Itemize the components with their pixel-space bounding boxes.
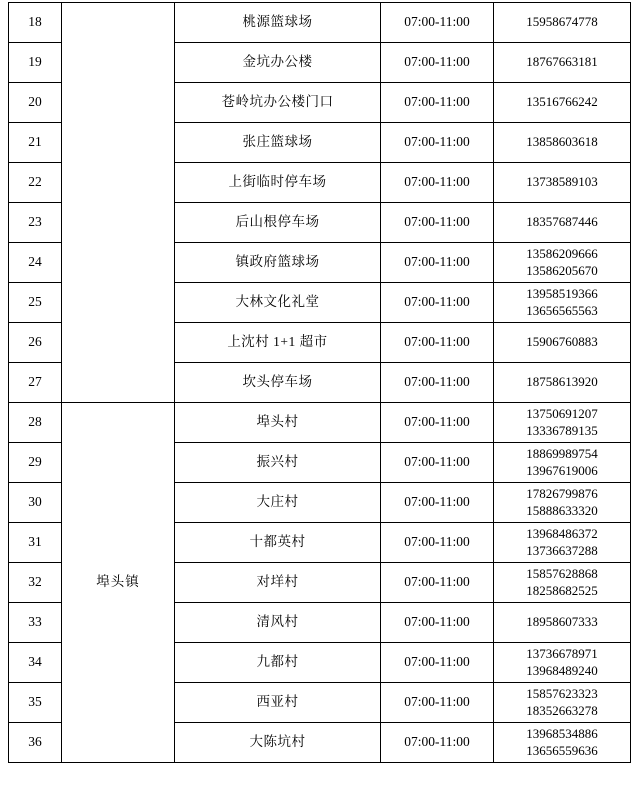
time-range: 07:00-11:00 [381, 243, 494, 283]
row-index: 32 [9, 563, 62, 603]
place-name: 大庄村 [175, 483, 381, 523]
row-index: 34 [9, 643, 62, 683]
row-index: 26 [9, 323, 62, 363]
phone-number: 13656565563 [526, 302, 598, 318]
phone-number: 15857628868 [526, 565, 598, 581]
place-name: 清风村 [175, 603, 381, 643]
phone-number: 15958674778 [526, 14, 598, 30]
phone-number: 13858603618 [526, 134, 598, 150]
row-index: 27 [9, 363, 62, 403]
time-range: 07:00-11:00 [381, 43, 494, 83]
phone-cell [494, 443, 631, 483]
phone-cell [494, 603, 631, 643]
place-name: 对垟村 [175, 563, 381, 603]
phone-number: 18758613920 [526, 374, 598, 390]
schedule-table [8, 2, 631, 763]
phone-number: 18869989754 [526, 445, 598, 461]
row-index: 23 [9, 203, 62, 243]
time-range: 07:00-11:00 [381, 723, 494, 763]
time-range: 07:00-11:00 [381, 283, 494, 323]
time-range: 07:00-11:00 [381, 83, 494, 123]
time-range: 07:00-11:00 [381, 323, 494, 363]
time-range: 07:00-11:00 [381, 123, 494, 163]
time-range: 07:00-11:00 [381, 443, 494, 483]
phone-number: 13750691207 [526, 405, 598, 421]
row-index: 20 [9, 83, 62, 123]
place-name: 上街临时停车场 [175, 163, 381, 203]
time-range: 07:00-11:00 [381, 403, 494, 443]
place-name: 张庄篮球场 [175, 123, 381, 163]
phone-cell [494, 363, 631, 403]
row-index: 33 [9, 603, 62, 643]
phone-number: 13736637288 [526, 542, 598, 558]
row-index: 31 [9, 523, 62, 563]
time-range: 07:00-11:00 [381, 163, 494, 203]
time-range: 07:00-11:00 [381, 203, 494, 243]
phone-cell [494, 243, 631, 283]
phone-cell [494, 403, 631, 443]
place-name: 后山根停车场 [175, 203, 381, 243]
phone-number: 13967619006 [526, 462, 598, 478]
place-name: 九都村 [175, 643, 381, 683]
place-name: 振兴村 [175, 443, 381, 483]
row-index: 35 [9, 683, 62, 723]
time-range: 07:00-11:00 [381, 483, 494, 523]
phone-number: 18767663181 [526, 54, 598, 70]
place-name: 上沈村 1+1 超市 [175, 323, 381, 363]
place-name: 苍岭坑办公楼门口 [175, 83, 381, 123]
row-index: 19 [9, 43, 62, 83]
phone-number: 13586205670 [526, 262, 598, 278]
phone-cell [494, 643, 631, 683]
table-row [9, 403, 631, 443]
place-name: 镇政府篮球场 [175, 243, 381, 283]
phone-number: 13968486372 [526, 525, 598, 541]
table-body [9, 3, 631, 763]
row-index: 36 [9, 723, 62, 763]
phone-cell [494, 483, 631, 523]
time-range: 07:00-11:00 [381, 683, 494, 723]
place-name: 坎头停车场 [175, 363, 381, 403]
phone-cell [494, 3, 631, 43]
time-range: 07:00-11:00 [381, 363, 494, 403]
time-range: 07:00-11:00 [381, 603, 494, 643]
phone-number: 13336789135 [526, 422, 598, 438]
row-index: 30 [9, 483, 62, 523]
place-name: 桃源篮球场 [175, 3, 381, 43]
phone-number: 13736678971 [526, 645, 598, 661]
place-name: 大陈坑村 [175, 723, 381, 763]
time-range: 07:00-11:00 [381, 523, 494, 563]
row-index: 29 [9, 443, 62, 483]
town-name: 埠头镇 [62, 403, 175, 763]
phone-cell [494, 523, 631, 563]
phone-number: 18357687446 [526, 214, 598, 230]
phone-cell [494, 723, 631, 763]
phone-number: 18258682525 [526, 582, 598, 598]
phone-cell [494, 283, 631, 323]
phone-number: 13738589103 [526, 174, 598, 190]
place-name: 十都英村 [175, 523, 381, 563]
phone-number: 13958519366 [526, 285, 598, 301]
phone-number: 13656559636 [526, 742, 598, 758]
place-name: 埠头村 [175, 403, 381, 443]
phone-cell [494, 563, 631, 603]
phone-number: 18352663278 [526, 702, 598, 718]
phone-number: 13516766242 [526, 94, 598, 110]
phone-cell [494, 83, 631, 123]
place-name: 西亚村 [175, 683, 381, 723]
phone-number: 17826799876 [526, 485, 598, 501]
time-range: 07:00-11:00 [381, 3, 494, 43]
phone-cell [494, 163, 631, 203]
row-index: 24 [9, 243, 62, 283]
document-page [0, 2, 633, 797]
row-index: 21 [9, 123, 62, 163]
phone-number: 15906760883 [526, 334, 598, 350]
time-range: 07:00-11:00 [381, 563, 494, 603]
phone-cell [494, 123, 631, 163]
row-index: 22 [9, 163, 62, 203]
phone-cell [494, 203, 631, 243]
phone-number: 13586209666 [526, 245, 598, 261]
town-cell-empty [62, 3, 175, 403]
phone-cell [494, 323, 631, 363]
place-name: 金坑办公楼 [175, 43, 381, 83]
phone-cell [494, 43, 631, 83]
phone-number: 15857623323 [526, 685, 598, 701]
table-row [9, 3, 631, 43]
place-name: 大林文化礼堂 [175, 283, 381, 323]
time-range: 07:00-11:00 [381, 643, 494, 683]
phone-number: 18958607333 [526, 614, 598, 630]
phone-number: 13968534886 [526, 725, 598, 741]
row-index: 18 [9, 3, 62, 43]
phone-number: 15888633320 [526, 502, 598, 518]
row-index: 25 [9, 283, 62, 323]
row-index: 28 [9, 403, 62, 443]
phone-cell [494, 683, 631, 723]
phone-number: 13968489240 [526, 662, 598, 678]
